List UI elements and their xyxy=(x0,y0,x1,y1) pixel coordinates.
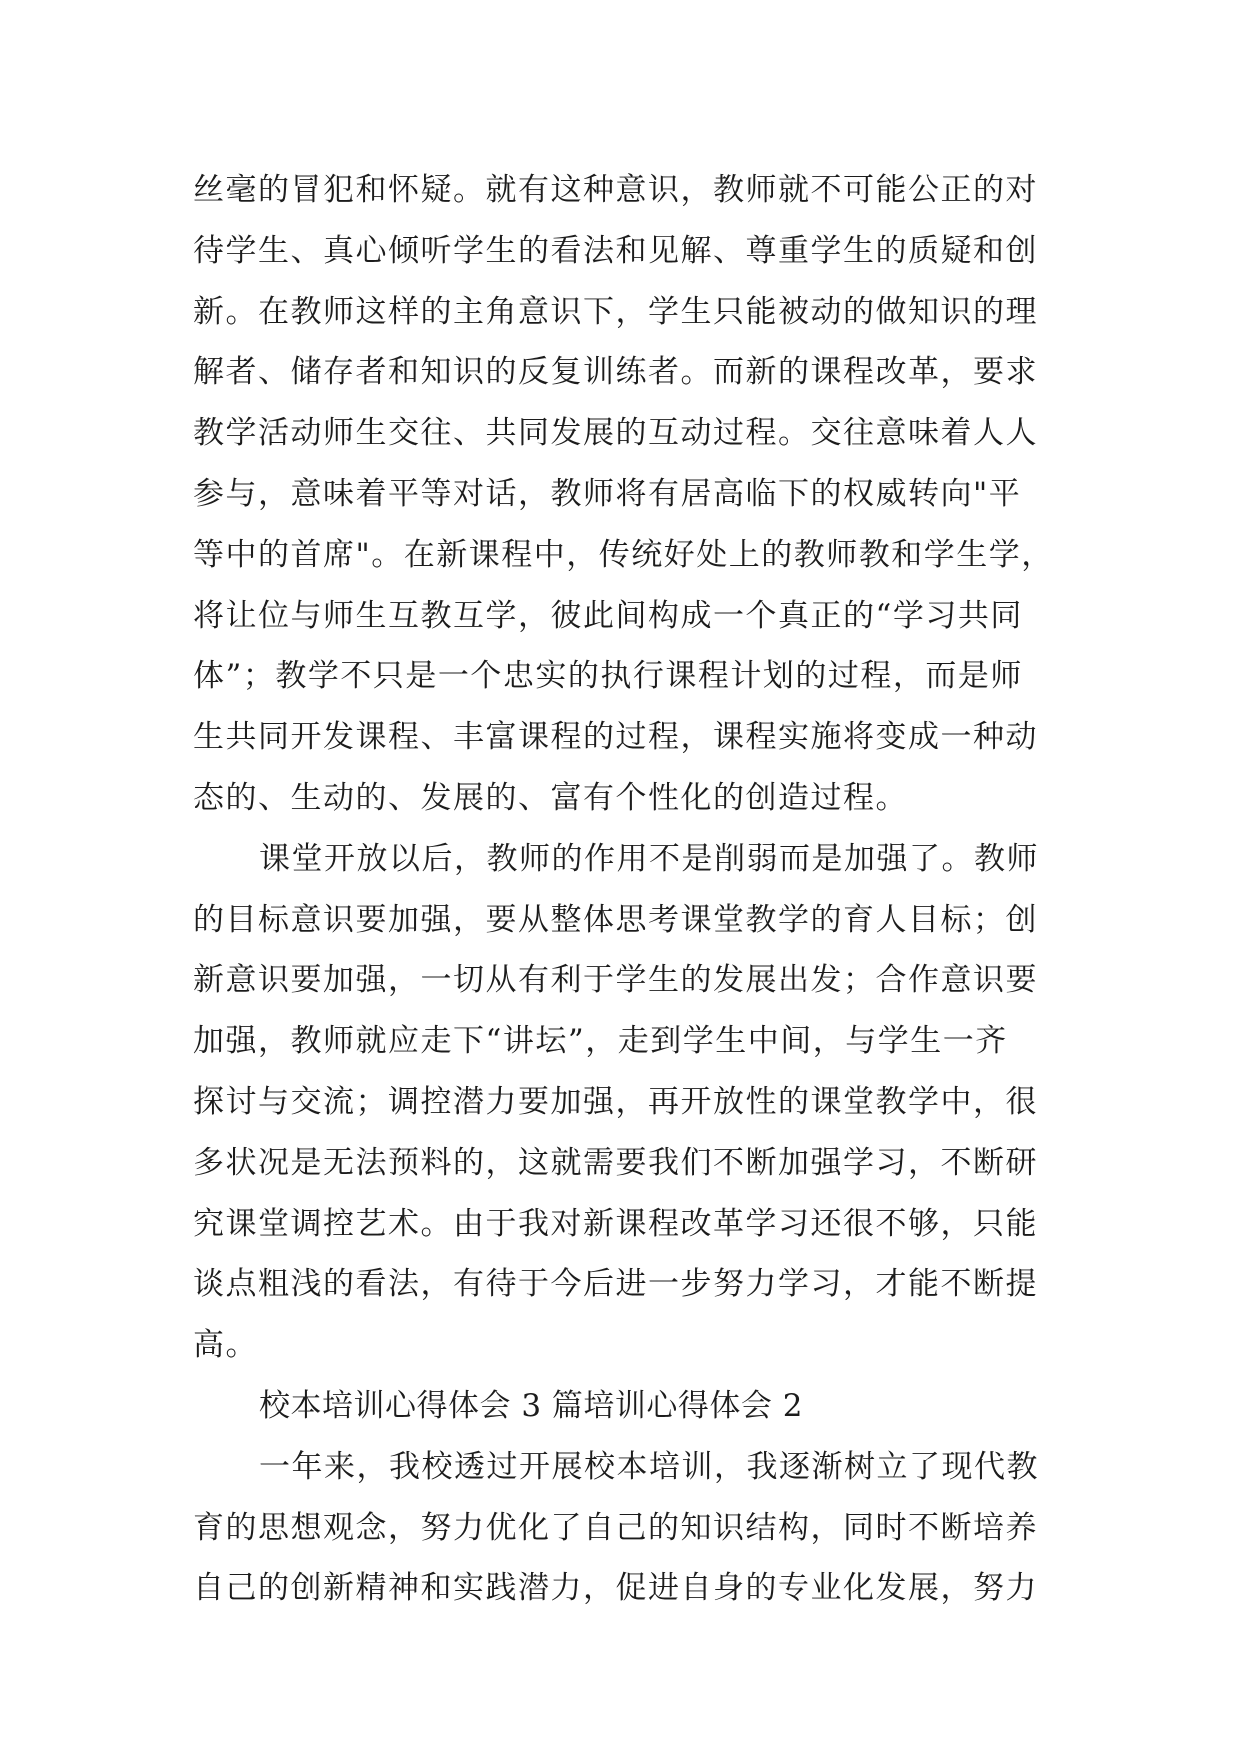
paragraph-line: 新。在教师这样的主角意识下，学生只能被动的做知识的理 xyxy=(193,293,1038,330)
paragraph-line: 待学生、真心倾听学生的看法和见解、尊重学生的质疑和创 xyxy=(193,232,1038,269)
paragraph-line: 生共同开发课程、丰富课程的过程，课程实施将变成一种动 xyxy=(193,719,1038,756)
paragraph-line: 教学活动师生交往、共同发展的互动过程。交往意味着人人 xyxy=(193,415,1038,452)
paragraph-line: 丝毫的冒犯和怀疑。就有这种意识，教师就不可能公正的对 xyxy=(193,172,1038,208)
paragraph-line: 等中的首席"。在新课程中，传统好处上的教师教和学生学， xyxy=(193,536,1054,573)
paragraph-line: 育的思想观念，努力优化了自己的知识结构，同时不断培养 xyxy=(193,1509,1038,1546)
paragraph-line: 体”；教学不只是一个忠实的执行课程计划的过程，而是师 xyxy=(193,658,1023,695)
paragraph-first-line: 一年来，我校透过开展校本培训，我逐渐树立了现代教 xyxy=(259,1448,1039,1485)
paragraph-line: 将让位与师生互教互学，彼此间构成一个真正的“学习共同 xyxy=(193,597,1023,634)
paragraph-line: 谈点粗浅的看法，有待于今后进一步努力学习，才能不断提 xyxy=(193,1266,1038,1303)
paragraph-first-line: 课堂开放以后，教师的作用不是削弱而是加强了。教师 xyxy=(259,840,1039,877)
paragraph xyxy=(193,829,1053,1376)
paragraph-line: 加强，教师就应走下“讲坛”，走到学生中间，与学生一齐 xyxy=(193,1023,1008,1060)
paragraph-line: 参与，意味着平等对话，教师将有居高临下的权威转向"平 xyxy=(193,475,1022,512)
paragraph-line: 高。 xyxy=(193,1327,258,1364)
paragraph-line: 多状况是无法预料的，这就需要我们不断加强学习，不断研 xyxy=(193,1144,1038,1181)
section-heading xyxy=(193,1376,1053,1437)
paragraph xyxy=(193,160,1053,829)
document-body xyxy=(193,160,1053,1619)
paragraph-line: 新意识要加强，一切从有利于学生的发展出发；合作意识要 xyxy=(193,962,1038,999)
section-heading-text: 校本培训心得体会 3 篇培训心得体会 2 xyxy=(259,1387,804,1424)
paragraph-line: 究课堂调控艺术。由于我对新课程改革学习还很不够，只能 xyxy=(193,1205,1038,1242)
paragraph-line: 态的、生动的、发展的、富有个性化的创造过程。 xyxy=(193,779,908,816)
paragraph-line: 解者、储存者和知识的反复训练者。而新的课程改革，要求 xyxy=(193,354,1038,391)
paragraph xyxy=(193,1437,1053,1619)
paragraph-line: 探讨与交流；调控潜力要加强，再开放性的课堂教学中，很 xyxy=(193,1083,1038,1120)
paragraph-line: 自己的创新精神和实践潜力，促进自身的专业化发展，努力 xyxy=(193,1570,1038,1607)
paragraph-line: 的目标意识要加强，要从整体思考课堂教学的育人目标；创 xyxy=(193,901,1038,938)
